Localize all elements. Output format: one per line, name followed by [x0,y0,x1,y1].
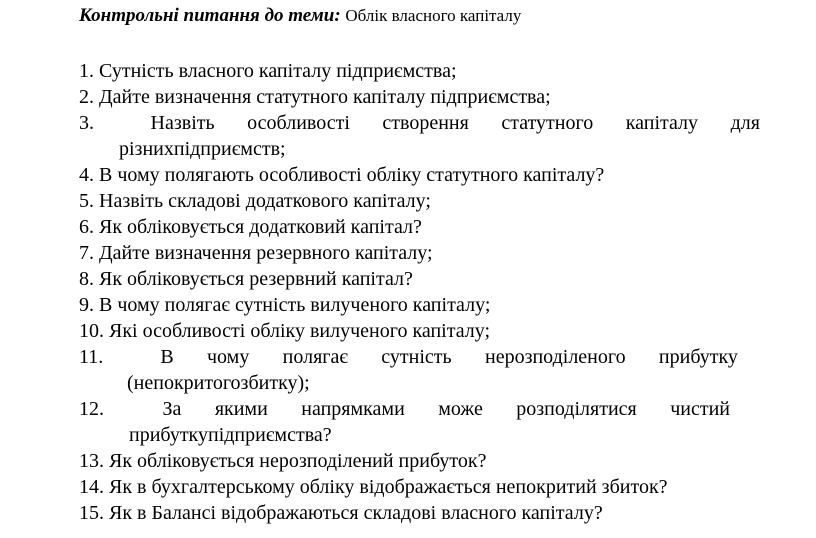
question-text: В чому полягає сутність вилученого капіталу; [99,294,491,316]
question-word: створення [382,112,469,134]
question-text: Які особливості обліку вилученого капіталу; [109,320,491,342]
question-number: 3. [79,112,94,134]
questions-list [79,58,760,526]
question-continuation: прибуткупідприємства? [129,424,332,446]
question-number: 12. [79,398,104,420]
question-number: 9. [79,294,94,316]
question-number: 2. [79,86,94,108]
document-heading [79,4,521,28]
question-item [79,500,760,526]
question-number: 1. [79,60,94,82]
question-item [79,292,760,318]
question-text: Назвіть складові додаткового капіталу; [99,190,431,212]
question-word: якими [214,398,268,420]
question-text: Дайте визначення резервного капіталу; [99,242,433,264]
question-word: полягає [282,346,348,368]
question-text: Як в Балансі відображаються складові власного капіталу? [109,502,603,524]
question-word: розподілятися [516,398,637,420]
question-item [79,110,760,162]
question-item [79,474,760,500]
question-word: чистий [670,398,730,420]
question-number: 4. [79,164,94,186]
question-number: 15. [79,502,104,524]
question-text: В чому полягають особливості обліку статутного капіталу? [99,164,605,186]
question-text: Сутність власного капіталу підприємства; [99,60,457,82]
question-item [79,214,760,240]
question-item [79,240,760,266]
question-word: напрямками [301,398,405,420]
question-item [79,188,760,214]
question-number: 13. [79,450,104,472]
question-number: 11. [79,346,104,368]
question-word: Назвіть [150,112,215,134]
question-number: 14. [79,476,104,498]
question-item [79,448,760,474]
question-item [79,266,760,292]
question-item [79,162,760,188]
question-text: Як обліковується додатковий капітал? [99,216,422,238]
question-word: В [160,346,174,368]
question-word: особливості [247,112,350,134]
question-continuation: (непокритогозбитку); [127,372,310,394]
question-item [79,344,760,396]
question-word: статутного [501,112,594,134]
question-continuation: різнихпідприємств; [119,138,286,160]
heading-lead: Контрольні питання до теми: [79,5,341,26]
question-item [79,58,760,84]
question-number: 5. [79,190,94,212]
question-word: може [438,398,483,420]
question-text: Як в бухгалтерському обліку відображається непокритий збиток? [109,476,668,498]
question-number: 8. [79,268,94,290]
question-word: для [730,112,760,134]
question-text: Як обліковується нерозподілений прибуток? [109,450,487,472]
question-item [79,318,760,344]
question-text: Як обліковується резервний капітал? [99,268,413,290]
heading-topic: Облік власного капіталу [345,6,522,25]
question-text: Дайте визначення статутного капіталу підприємства; [99,86,551,108]
question-number: 10. [79,320,104,342]
question-word: прибутку [658,346,738,368]
question-word: нерозподіленого [484,346,626,368]
question-word: сутність [381,346,452,368]
question-number: 7. [79,242,94,264]
question-word: капіталу [625,112,699,134]
question-item [79,396,760,448]
question-item [79,84,760,110]
question-number: 6. [79,216,94,238]
question-word: чому [207,346,250,368]
question-word: За [162,398,182,420]
